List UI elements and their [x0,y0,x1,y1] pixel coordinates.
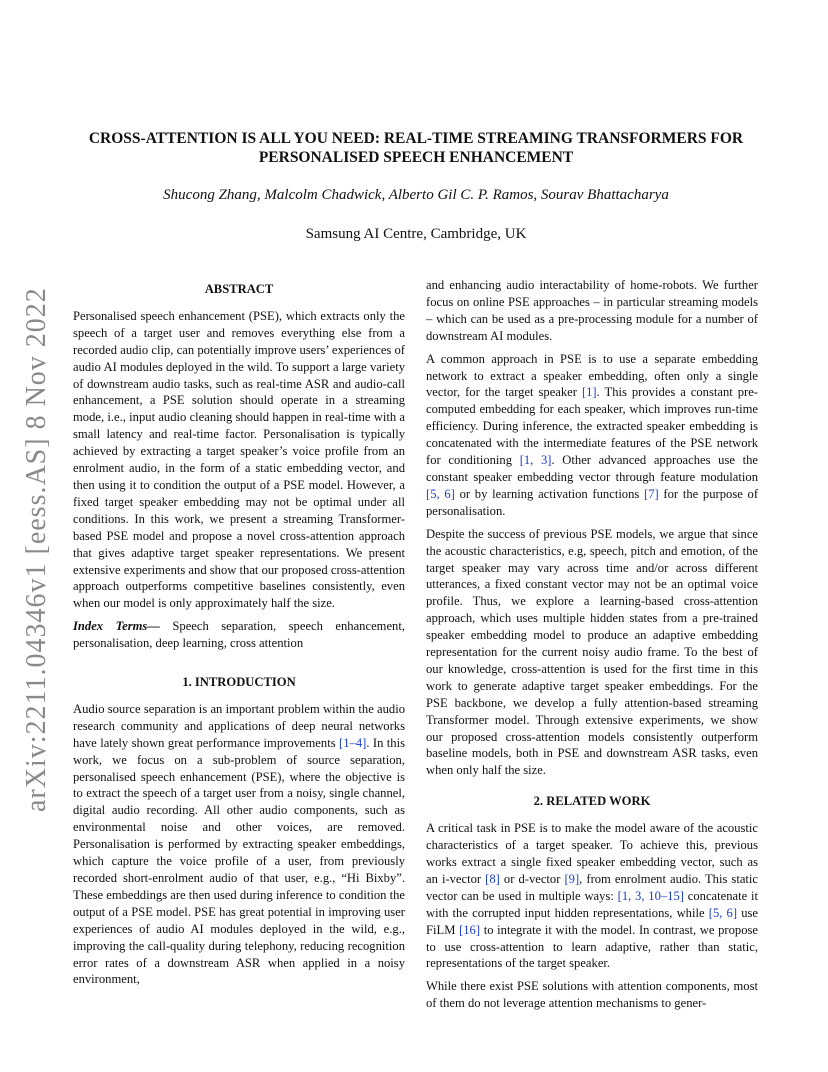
intro-text: for the purpose of personalisation. [426,486,759,518]
related-paragraph-2: While there exist PSE solutions with attention components, most of them do not leverage attention mechanisms to gener- [426,979,758,1011]
intro-text: Audio source separation is an important problem within the audio research community and applications of deep neural networks have lately shown great performance improvements [73,701,405,750]
abstract-heading: ABSTRACT [204,282,274,296]
related-text: concatenate it with the corrupted input hidden representations, while [426,888,758,920]
right-column [426,277,758,1018]
author-list: Shucong Zhang, Malcolm Chadwick, Alberto Gil C. P. Ramos, Sourav Bhattacharya [163,187,669,203]
index-terms-text: Speech separation, speech enhancement, personalisation, deep learning, cross attention [73,619,405,651]
citation-link[interactable]: [1–4] [339,735,367,750]
arxiv-side-stamp: arXiv:2211.04346v1 [eess.AS] 8 Nov 2022 [21,287,52,813]
citation-link[interactable]: [9] [564,871,580,886]
intro-text: . Other advanced approaches use the constant speaker embedding vector through feature modulation [426,453,758,484]
related-text: , from enrolment audio. This static vector can be used in multiple ways: [426,871,759,903]
intro-paragraph-2 [426,351,758,520]
citation-link[interactable]: [16] [459,922,481,937]
related-text: A critical task in PSE is to make the model aware of the acoustic characteristics of a target speaker. To achieve this, previous works extract a single fixed speaker embedding vector, such as an i-vector [426,821,758,886]
citation-link[interactable]: [7] [644,486,659,501]
related-text: use FiLM [426,905,759,937]
citation-link[interactable]: [1, 3] [519,453,552,468]
index-terms [73,618,405,652]
intro-text: . In this work, we focus on a sub-problem of source separation, personalised speech enhancement (PSE), where the objective is to extract the speech of a target user from a noisy, single channel, digital audio recording. All other audio components, such as environmental noise and other voices, are removed. Personalisation is performed by extracting speaker embeddings, which capture the voice profile of a user, from previously recorded short-enrolment audio of that user, e.g., “Hi Bixby”. These embeddings are then used during inference to condition the output of a PSE model. PSE has great potential in improving user experiences of audio AI modules deployed in the wild, e.g., improving the call-quality during telephony, reducing recognition error rates of a downstream ASR when applied in a noisy environment, [73,735,405,987]
paper-title: CROSS-ATTENTION IS ALL YOU NEED: REAL-TIME STREAMING TRANSFORMERS FOR PERSONALISED SPEECH ENHANCEMENT [88,130,744,166]
intro-paragraph-1 [73,701,405,988]
related-work-heading: 2. RELATED WORK [533,794,651,809]
abstract-text: Personalised speech enhancement (PSE), which extracts only the speech of a target user and removes everything else from a recorded audio clip, can potentially improve users’ experiences of audio AI modules deployed in the wild. To support a large variety of downstream audio tasks, such as real-time ASR and audio-call enhancement, a PSE solution should operate in a streaming mode, i.e., input audio cleaning should happen in real-time with a small latency and real-time factor. Personalisation is typically achieved by extracting a target speaker’s voice profile from an enrolment audio, in the form of a static embedding vector, and then using it to condition the output of a PSE model. However, a fixed target speaker embedding may not be optimal under all conditions. In this work, we present a streaming Transformer-based PSE model and propose a novel cross-attention approach that gives adaptive target speaker representations. We present extensive experiments and show that our proposed cross-attention approach outperforms competitive baselines consistently, even when our model is only approximately half the size. [73,308,405,611]
index-terms-label: Index Terms— [73,619,160,634]
related-paragraph-1 [426,820,758,972]
left-column [73,277,405,994]
intro-text: A common approach in PSE is to use a separate embedding network to extract a speaker embedding, often only a single vector, for the target speaker [426,351,758,400]
citation-link[interactable]: [1] [581,385,597,400]
affiliation: Samsung AI Centre, Cambridge, UK [305,226,527,242]
intro-paragraph-1-cont: and enhancing audio interactability of home-robots. We further focus on online PSE approaches – in particular streaming models – which can be used as a pre-processing module for a number of downstream AI modules. [426,278,758,343]
intro-paragraph-3: Despite the success of previous PSE models, we argue that since the acoustic characteristics, e.g, speech, pitch and emotion, of the target speaker may vary across time and/or across different utterances, a fixed constant vector may not be an optimal voice profile. Thus, we explore a learning-based cross-attention approach, which uses multiple hidden states from a pre-trained speaker embedding model to produce an adaptive embedding representation for the current noisy audio frame. To the best of our knowledge, cross-attention is used for the first time in this work to generate adaptive target speaker embeddings. For the PSE backbone, we develop a fully attention-based streaming Transformer model. Through extensive experiments, we show our proposed cross-attention models consistently outperform baseline models, both in PSE and downstream ASR tasks, even when only half the size. [426,526,758,778]
intro-text: . This provides a constant pre-computed embedding for each speaker, which improves run-time efficiency. During inference, the extracted speaker embedding is concatenated with the intermediate features of the PSE network for conditioning [426,385,758,468]
related-text: or d-vector [499,871,565,886]
citation-link[interactable]: [8] [485,871,500,886]
introduction-heading: 1. INTRODUCTION [182,675,296,690]
citation-link[interactable]: [5, 6] [426,486,455,501]
intro-text: or by learning activation functions [454,486,645,501]
citation-link[interactable]: [1, 3, 10–15] [617,888,684,903]
related-text: to integrate it with the model. In contrast, we propose to use cross-attention to learn adaptive, rather than static, representations of the target speaker. [426,922,758,971]
citation-link[interactable]: [5, 6] [708,905,738,920]
